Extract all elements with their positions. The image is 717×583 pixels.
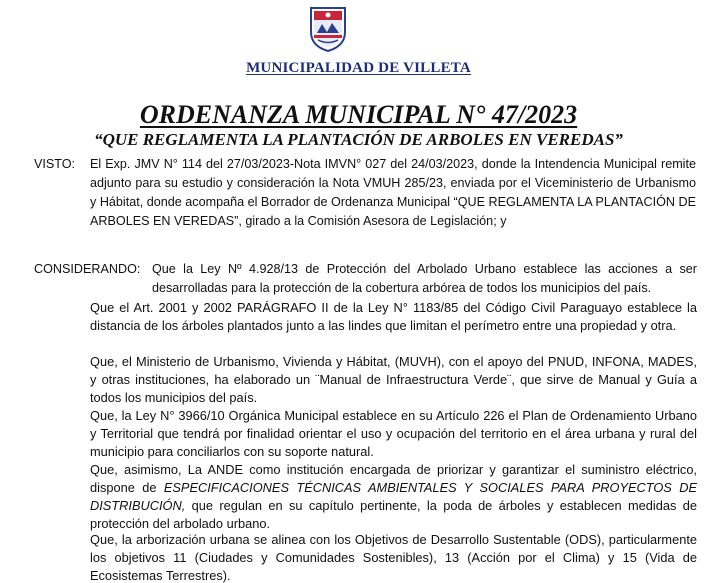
ordinance-title: ORDENANZA MUNICIPAL N° 47/2023: [139, 100, 578, 129]
visto-text: El Exp. JMV N° 114 del 27/03/2023-Nota IMVN° 027 del 24/03/2023, donde la Intendencia Municipal remite adjunto para su estudio y consideración la Nota VMUH 285/23, enviada por el Viceministerio de Urbanismo y Hábitat, donde acompaña el Borrador de Ordenanza Municipal “QUE REGLAMENTA LA PLANTACIÓN DE ARBOLES EN VEREDAS”, girado a la Comisión Asesora de Legislación; y: [90, 157, 696, 228]
considerando-p5-start: Que, asimismo, La ANDE como institución encargada de priorizar y garantizar el suministro eléctrico, dispone de: [90, 462, 697, 495]
considerando-p6: Que, la arborización urbana se alinea con los Objetivos de Desarrollo Sustentable (ODS), particularmente los objetivos 11 (Ciudades y Comunidades Sostenibles), 13 (Acción por el Clima) y 15 (Vida de Ecosistemas Terrestres).: [90, 532, 697, 583]
considerando-p5-emphasis: ESPECIFICACIONES TÉCNICAS AMBIENTALES Y SOCIALES PARA PROYECTOS DE DISTRIBUCIÓN,: [90, 480, 697, 513]
ordinance-subtitle: “QUE REGLAMENTA LA PLANTACIÓN DE ARBOLES EN VEREDAS”: [94, 130, 623, 149]
considerando-p1: [152, 260, 697, 298]
considerando-p5: [90, 461, 697, 533]
considerando-p5-end: que regulan en su capítulo pertinente, la poda de árboles y establecen medidas de protección del arbolado urbano.: [90, 498, 697, 531]
considerando-label: CONSIDERANDO:: [34, 262, 141, 276]
considerando-p3: Que, el Ministerio de Urbanismo, Vivienda y Hábitat, (MUVH), con el apoyo del PNUD, INFONA, MADES, y otras instituciones, ha elaborado un ¨Manual de Infraestructura Verde¨, que sirve de Manual y Guía a todos los municipios del país.: [90, 354, 697, 405]
considerando-p1-text: Que la Ley Nº 4.928/13 de Protección del Arbolado Urbano establece las acciones a ser desarrolladas para la protección de la cobertura arbórea de todos los municipios del país.: [152, 262, 697, 295]
municipal-seal-icon: [308, 6, 348, 52]
considerando-p2: Que el Art. 2001 y 2002 PARÁGRAFO II de la Ley N° 1183/85 del Código Civil Paraguayo establece la distancia de los árboles plantados junto a las lindes que limitan el perímetro entre una propiedad y otra.: [90, 300, 697, 333]
considerando-p4: Que, la Ley N° 3966/10 Orgánica Municipal establece en su Artículo 226 el Plan de Ordenamiento Urbano y Territorial que tendrá por finalidad orientar el uso y ocupación del territorio en el área urbana y rural del municipio para conciliarlos con su soporte natural.: [90, 408, 697, 459]
municipality-name: MUNICIPALIDAD DE VILLETA: [246, 60, 471, 76]
visto-label: VISTO:: [34, 157, 76, 171]
